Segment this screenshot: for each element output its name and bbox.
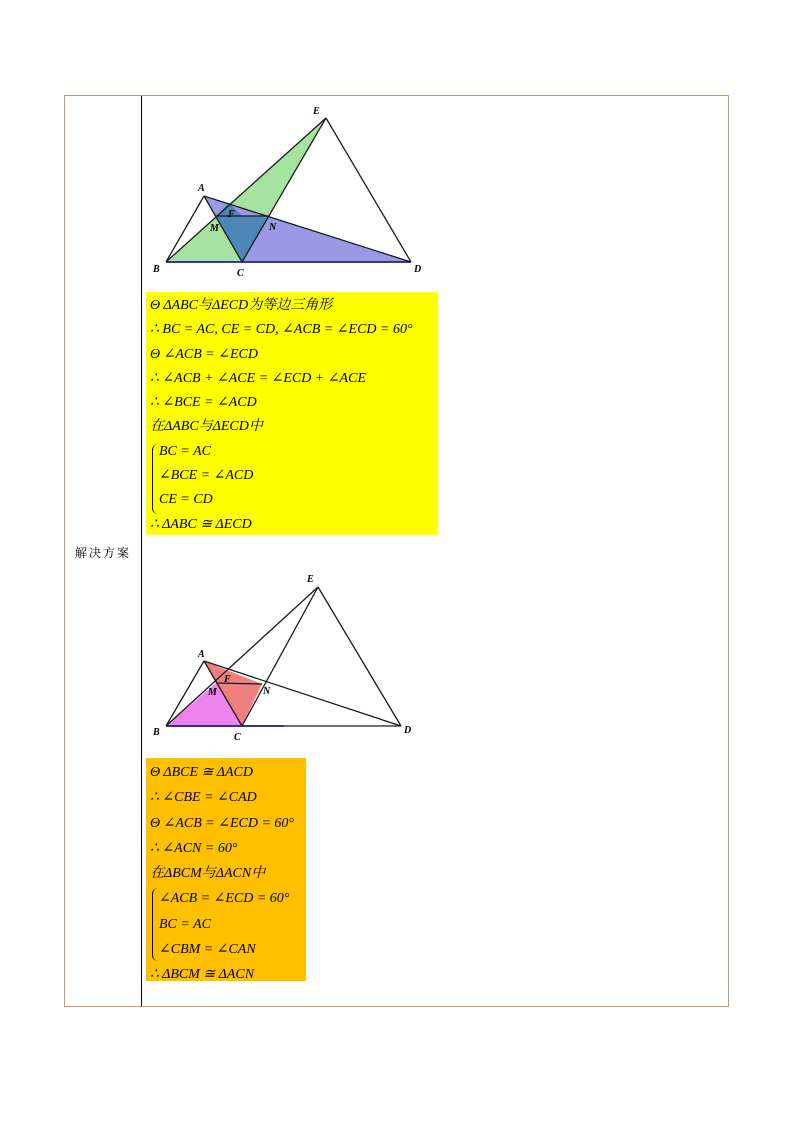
label-f: F bbox=[224, 674, 231, 685]
figure-2-diagram bbox=[0, 560, 794, 760]
proof-2-box bbox=[146, 758, 306, 981]
proof-1-box bbox=[146, 292, 438, 535]
proof-2-line: ∠CBM = ∠CAN bbox=[159, 942, 256, 958]
segment-ed bbox=[318, 587, 401, 726]
proof-2-line: BC = AC bbox=[159, 916, 211, 932]
label-c: C bbox=[234, 732, 241, 743]
label-d: D bbox=[414, 264, 422, 275]
label-a: A bbox=[198, 183, 205, 194]
label-e: E bbox=[307, 574, 314, 585]
label-m: M bbox=[210, 223, 219, 234]
proof-1-line: ∠BCE = ∠ACD bbox=[159, 468, 254, 484]
label-c: C bbox=[237, 268, 244, 279]
label-m: M bbox=[208, 687, 217, 698]
proof-1-line: Θ ΔABC与ΔECD为等边三角形 bbox=[150, 298, 333, 313]
proof-1-line: 在ΔABC与ΔECD中 bbox=[150, 419, 263, 435]
label-f: F bbox=[228, 209, 235, 220]
segment-ce bbox=[242, 587, 318, 726]
system-brace bbox=[152, 444, 159, 514]
proof-1-line: Θ ∠ACB = ∠ECD bbox=[150, 346, 258, 362]
proof-1-line: CE = CD bbox=[159, 492, 213, 508]
system-brace bbox=[152, 888, 159, 961]
label-b: B bbox=[153, 727, 160, 738]
proof-2-line: 在ΔBCM与ΔACN中 bbox=[150, 866, 266, 882]
proof-1-line: ∴ ∠BCE = ∠ACD bbox=[150, 395, 257, 411]
proof-1-line: ∴ BC = AC, CE = CD, ∠ACB = ∠ECD = 60° bbox=[150, 322, 413, 338]
proof-1-line: ∴ ΔABC ≅ ΔECD bbox=[150, 516, 252, 532]
proof-2-line: ∴ ∠ACN = 60° bbox=[150, 840, 238, 856]
row-label: 解决方案 bbox=[74, 546, 131, 560]
proof-2-line: Θ ∠ACB = ∠ECD = 60° bbox=[150, 815, 295, 831]
proof-1-line: BC = AC bbox=[159, 443, 211, 459]
label-n: N bbox=[269, 222, 277, 233]
label-d: D bbox=[404, 725, 412, 736]
figure-1-diagram bbox=[0, 0, 794, 300]
label-n: N bbox=[263, 686, 271, 697]
proof-2-line: ∠ACB = ∠ECD = 60° bbox=[159, 891, 290, 907]
label-a: A bbox=[198, 649, 205, 660]
label-e: E bbox=[313, 106, 320, 117]
proof-2-line: ∴ ∠CBE = ∠CAD bbox=[150, 790, 257, 806]
proof-1-line: ∴ ∠ACB + ∠ACE = ∠ECD + ∠ACE bbox=[150, 370, 366, 386]
label-b: B bbox=[153, 264, 160, 275]
proof-2-line: Θ ΔBCE ≅ ΔACD bbox=[150, 765, 253, 780]
proof-2-line: ∴ ΔBCM ≅ ΔACN bbox=[150, 967, 255, 983]
